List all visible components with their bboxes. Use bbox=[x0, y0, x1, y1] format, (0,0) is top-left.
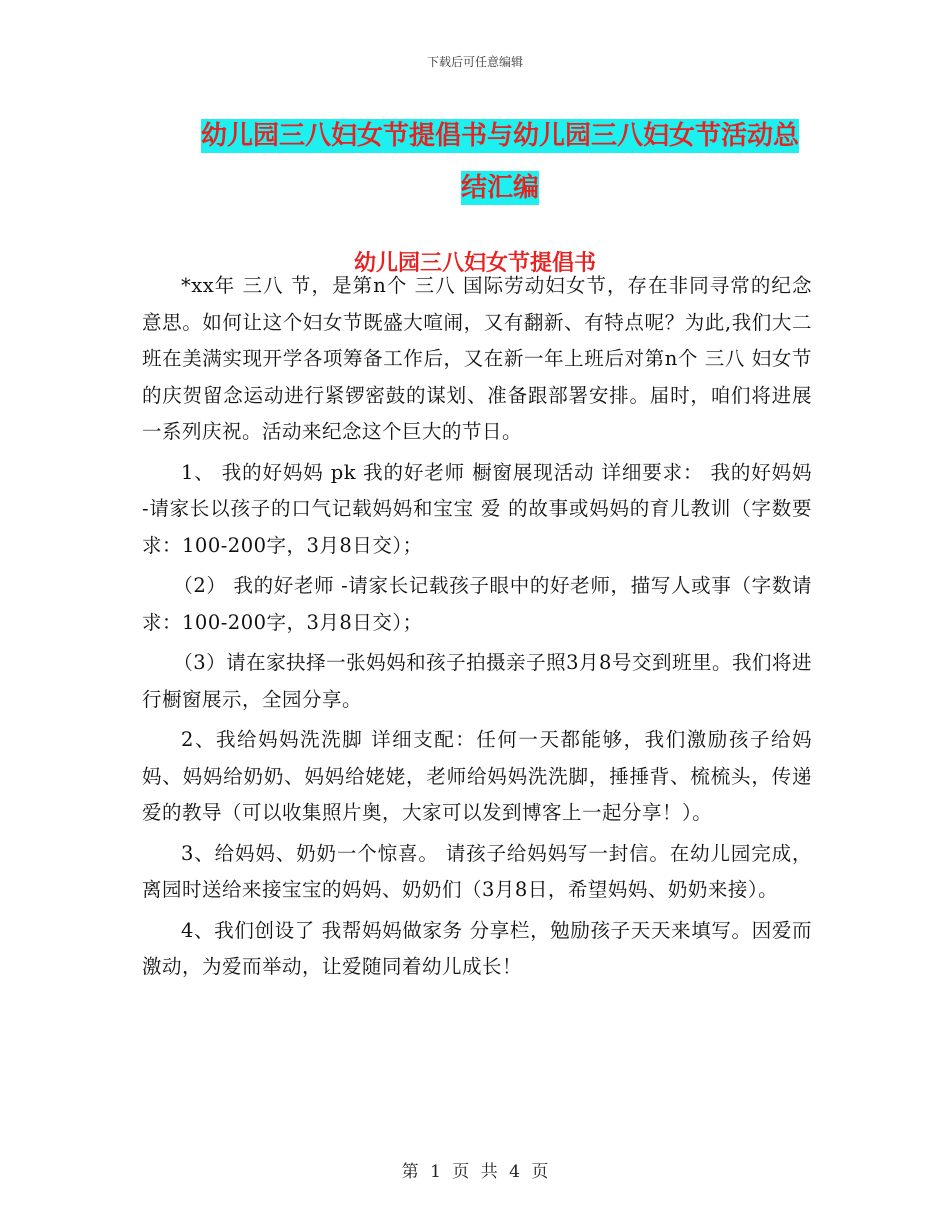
paragraph-item-1: 1、 我的好妈妈 pk 我的好老师 橱窗展现活动 详细要求： 我的好妈妈 -请家长以孩子的口气记载妈妈和宝宝 爱 的故事或妈妈的育儿教训（字数要求：100-200字，3月8日交）； bbox=[142, 460, 812, 557]
paragraph-item-4: 4、我们创设了 我帮妈妈做家务 分享栏，勉励孩子天天来填写。因爱而激动，为爱而举动，让爱随同着幼儿成长！ bbox=[142, 918, 812, 978]
page-number-footer: 第 1 页 共 4 页 bbox=[401, 1162, 549, 1182]
document-title bbox=[190, 110, 810, 214]
paragraph-intro: *xx年 三八 节，是第n个 三八 国际劳动妇女节，存在非同寻常的纪念意思。如何让这个妇女节既盛大喧闹，又有翻新、有特点呢？为此,我们大二班在美满实现开学各项筹备工作后，又在新一年上班后对第n个 三八 妇女节的庆贺留念运动进行紧锣密鼓的谋划、准备跟部署安排。届时，咱们将进展一系列庆祝。活动来纪念这个巨大的节日。 bbox=[142, 274, 812, 443]
paragraph-item-1-3: （3）请在家抉择一张妈妈和孩子拍摄亲子照3月8号交到班里。我们将进行橱窗展示，全园分享。 bbox=[142, 651, 812, 711]
paragraph-item-1-2: （2） 我的好老师 -请家长记载孩子眼中的好老师，描写人或事（字数请求：100-200字，3月8日交）； bbox=[142, 574, 812, 634]
body-text bbox=[142, 268, 812, 990]
paragraph-item-2: 2、我给妈妈洗洗脚 详细支配：任何一天都能够，我们激励孩子给妈妈、妈妈给奶奶、妈妈给姥姥，老师给妈妈洗洗脚，捶捶背、梳梳头，传递爱的教导（可以收集照片奥，大家可以发到博客上一起分享！）。 bbox=[142, 728, 812, 824]
section-title: 幼儿园三八妇女节提倡书 bbox=[353, 250, 596, 276]
document-title-line1: 幼儿园三八妇女节提倡书与幼儿园三八妇女节活动总 bbox=[200, 121, 799, 151]
document-title-line2: 结汇编 bbox=[460, 173, 539, 203]
header-note: 下载后可任意编辑 bbox=[426, 55, 523, 69]
paragraph-item-3: 3、给妈妈、奶奶一个惊喜。 请孩子给妈妈写一封信。在幼儿园完成，离园时送给来接宝宝的妈妈、奶奶们（3月8日，希望妈妈、奶奶来接）。 bbox=[142, 841, 812, 901]
